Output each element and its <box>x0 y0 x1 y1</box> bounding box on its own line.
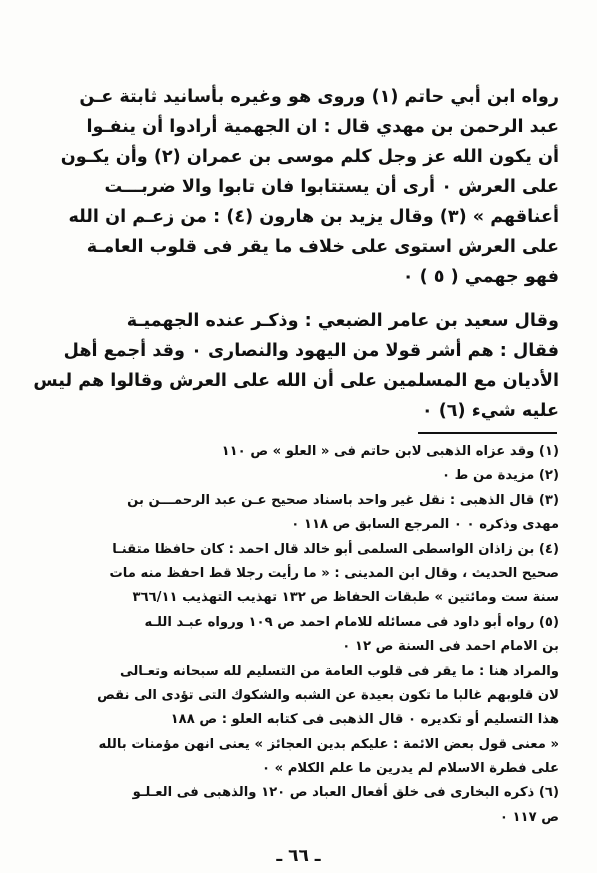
text-line: الأديان مع المسلمين على أن الله على العرش وقالوا هم ليس <box>33 371 559 391</box>
footnote-line: (١) وقد عزاه الذهبى لابن حاتم فى « العلو » ص ١١٠ <box>221 444 559 459</box>
main-text <box>33 82 559 426</box>
footnote-line: لان قلوبهم غالبا ما تكون بعيدة عن الشبه والشكوك التى تؤدى الى نقص <box>97 687 559 703</box>
text-line: على العرش استوى على خلاف ما يقر فى قلوب العامـة <box>86 237 559 257</box>
text-line: عليه شيء (٦) ٠ <box>421 401 559 421</box>
footnote-line: (٤) بن زاذان الواسطى السلمى أبو خالد قال احمد : كان حافظا متقنـا <box>112 541 559 557</box>
footnote-line: بن الامام احمد فى السنة ص ١٢ ٠ <box>342 639 559 655</box>
page-number: ـ ٦٦ ـ <box>276 846 321 866</box>
footnote-separator <box>418 432 557 434</box>
text-line: وقال سعيد بن عامر الضبعي : وذكـر عنده الجهميـة <box>126 311 559 331</box>
footnote-line: (٣) قال الذهبى : نقل غير واحد باسناد صحيح عـن عبد الرحمـــن بن <box>127 492 559 508</box>
paragraph-gap <box>96 292 559 306</box>
footnote-line: سنة ست ومائتين » طبقات الحفاظ ص ١٣٢ تهذيب التهذيب ٣٦٦/١١ <box>132 590 559 606</box>
text-line: أن يكون الله عز وجل كلم موسى بن عمران (٢) وأن يكـون <box>60 147 559 167</box>
footnote-line: (٦) ذكره البخارى فى خلق أفعال العباد ص ١٢٠ والذهبى فى العـلـو <box>132 785 559 801</box>
text-line: على العرش ٠ أرى أن يستتابوا فان تابوا والا ضربـــت <box>104 177 559 197</box>
footnote-line: (٥) رواه أبو داود فى مسائله للامام احمد ص ١٠٩ ورواه عبـد اللـه <box>144 614 559 630</box>
footnote-line: (٢) مزيدة من ط ٠ <box>442 468 559 484</box>
footnotes <box>96 440 559 830</box>
footnote-line: ص ١١٧ ٠ <box>499 809 559 825</box>
text-line: رواه ابن أبي حاتم (١) وروى هو وغيره بأسانيد ثابتة عـن <box>79 87 559 107</box>
text-line: عبد الرحمن بن مهدي قال : ان الجهمية أرادوا أن ينفـوا <box>86 117 559 137</box>
footnote-line: هذا التسليم أو تكديره ٠ قال الذهبى فى كتابه العلو : ص ١٨٨ <box>170 712 559 728</box>
text-line: فهو جهمي ( ٥ ) ٠ <box>402 267 559 287</box>
footnote-line: والمراد هنا : ما يقر فى قلوب العامة من التسليم لله سبحانه وتعـالى <box>119 663 559 679</box>
text-line: أعناقهم » (٣) وقال يزيد بن هارون (٤) : من زعـم ان الله <box>68 207 559 227</box>
footnote-line: صحيح الحديث ، وقال ابن المدينى : « ما رأيت رجلا قط احفظ منه مات <box>109 565 559 581</box>
footnote-line: مهدى وذكره ٠ ٠ المرجع السابق ص ١١٨ ٠ <box>291 517 559 533</box>
footnote-line: « معنى قول بعض الائمة : عليكم بدين العجائز » يعنى انهن مؤمنات بالله <box>98 736 559 752</box>
footnote-line: على فطرة الاسلام لم يدرين ما علم الكلام » ٠ <box>261 761 559 777</box>
text-line: فقال : هم أشر قولا من اليهود والنصارى ٠ وقد أجمع أهل <box>63 341 559 361</box>
